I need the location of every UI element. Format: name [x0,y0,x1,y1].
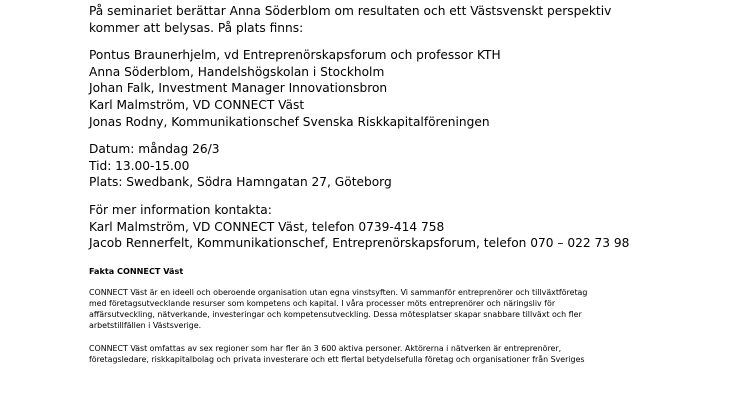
contact-line: Karl Malmström, VD CONNECT Väst, telefon 0739-414 758 [89,219,445,234]
fakta-line: CONNECT Väst omfattas av sex regioner som har fler än 3 600 aktiva personer. Aktörerna i nätverken är entreprenörer, [89,343,562,353]
event-place: Plats: Swedbank, Södra Hamngatan 27, Göteborg [89,175,392,190]
event-time: Tid: 13.00-15.00 [89,158,190,173]
participant-item: Pontus Braunerhjelm, vd Entreprenörskapsforum och professor KTH [89,48,501,63]
intro-line: kommer att belysas. På plats finns: [89,20,304,35]
participant-item: Karl Malmström, VD CONNECT Väst [89,97,305,112]
fakta-line: arbetstillfällen i Västsverige. [89,321,202,331]
intro-paragraph [89,3,739,36]
participant-item: Anna Söderblom, Handelshögskolan i Stockholm [89,64,385,79]
fakta-line: företagsledare, riskkapitalbolag och privata investerare och ett flertal betydelsefulla företag och organisationer från Sveriges [89,354,585,364]
event-details [89,141,739,191]
document-body [89,0,739,365]
participant-item: Jonas Rodny, Kommunikationschef Svenska Riskkapitalföreningen [89,114,490,129]
intro-line: På seminariet berättar Anna Söderblom om resultaten och ett Västsvenskt perspektiv [89,4,612,18]
contact-line: Jacob Rennerfelt, Kommunikationschef, Entreprenörskapsforum, telefon 070 – 022 73 98 [89,236,630,251]
event-date: Datum: måndag 26/3 [89,142,220,157]
fakta-paragraph-1 [89,287,739,332]
participants-list [89,47,739,130]
fakta-title: Fakta CONNECT Väst [89,265,184,276]
fakta-paragraph-2 [89,343,739,365]
contact-info [89,202,739,252]
fakta-line: affärsutveckling, nätverkande, investeringar och kompetensutveckling. Dessa mötesplatser skapar snabbare tillväxt och fler [89,310,582,320]
participant-item: Johan Falk, Investment Manager Innovationsbron [89,81,388,96]
fakta-line: CONNECT Väst är en ideell och oberoende organisation utan egna vinstsyften. Vi sammanför entreprenörer och tillväxtföretag [89,287,588,297]
fakta-line: med företagsutvecklande resurser som kompetens och kapital. I våra processer möts entreprenörer och näringsliv för [89,298,556,308]
contact-heading: För mer information kontakta: [89,202,272,217]
